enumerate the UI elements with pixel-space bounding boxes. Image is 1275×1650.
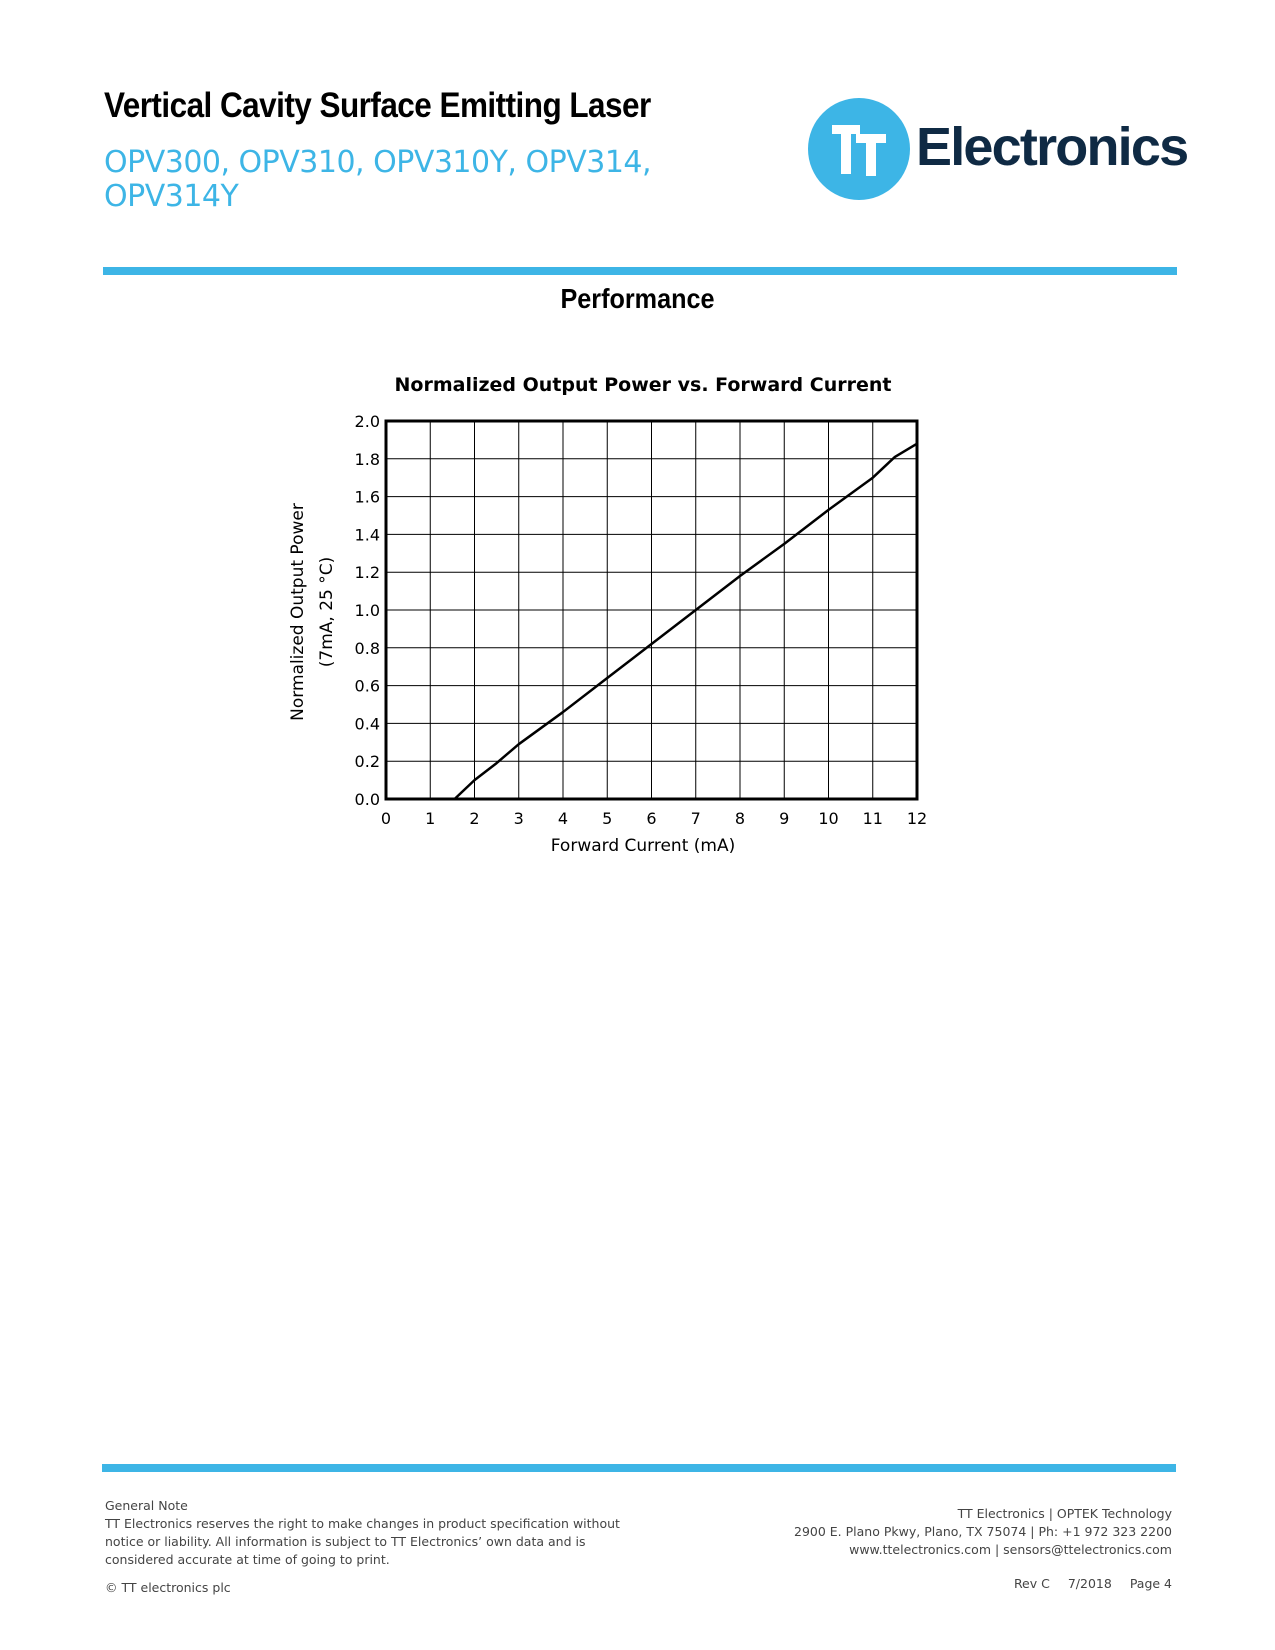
x-tick-label: 9 bbox=[779, 809, 790, 828]
y-tick-label: 1.2 bbox=[354, 563, 380, 583]
section-heading: Performance bbox=[560, 283, 715, 314]
x-tick-label: 8 bbox=[734, 809, 746, 828]
copyright: © TT electronics plc bbox=[105, 1580, 231, 1595]
part-numbers-subtitle: OPV300, OPV310, OPV310Y, OPV314, OPV314Y bbox=[104, 145, 652, 214]
revision-date: 7/2018 bbox=[1067, 1576, 1112, 1591]
y-tick-label: 1.6 bbox=[354, 487, 380, 507]
x-tick-label: 5 bbox=[602, 809, 613, 828]
y-axis-label-line1: Normalized Output Power bbox=[288, 503, 308, 721]
chart-title: Normalized Output Power vs. Forward Current bbox=[394, 374, 892, 396]
x-tick-label: 11 bbox=[862, 809, 883, 828]
x-tick-label: 7 bbox=[690, 809, 701, 828]
y-tick-label: 1.0 bbox=[354, 601, 380, 620]
revision-line bbox=[652, 1575, 1172, 1593]
company-line: TT Electronics | OPTEK Technology bbox=[957, 1506, 1172, 1521]
y-tick-label: 2.0 bbox=[354, 412, 380, 431]
y-tick-label: 1.4 bbox=[354, 525, 380, 545]
y-tick-label: 0.8 bbox=[354, 638, 380, 658]
footer-divider bbox=[102, 1464, 1176, 1472]
page-number: Page 4 bbox=[1129, 1576, 1172, 1591]
address-line: 2900 E. Plano Pkwy, Plano, TX 75074 | Ph: +1 972 323 2200 bbox=[794, 1524, 1172, 1539]
chart-grid bbox=[386, 421, 917, 799]
x-tick-label: 4 bbox=[557, 809, 569, 828]
x-tick-label: 12 bbox=[906, 809, 928, 828]
x-tick-label: 2 bbox=[469, 809, 480, 828]
x-tick-label: 0 bbox=[380, 809, 392, 828]
x-tick-label: 3 bbox=[513, 809, 524, 828]
footer-general-note bbox=[105, 1497, 625, 1597]
y-tick-label: 0.0 bbox=[354, 790, 380, 809]
x-tick-label: 1 bbox=[425, 809, 436, 828]
x-axis-label: Forward Current (mA) bbox=[550, 836, 736, 856]
y-tick-label: 0.4 bbox=[354, 714, 380, 734]
x-tick-label: 10 bbox=[818, 809, 839, 828]
y-tick-label: 1.8 bbox=[354, 449, 380, 469]
y-axis-label-line2: (7mA, 25 °C) bbox=[317, 556, 337, 668]
chart-axes bbox=[355, 412, 928, 828]
x-tick-label: 6 bbox=[646, 809, 657, 828]
document-title: Vertical Cavity Surface Emitting Laser bbox=[104, 86, 651, 125]
logo-wordmark: Electronics bbox=[916, 117, 1188, 177]
note-line: considered accurate at time of going to print. bbox=[105, 1552, 390, 1567]
web-contact-line: www.ttelectronics.com | sensors@ttelectronics.com bbox=[849, 1542, 1172, 1557]
y-tick-label: 0.6 bbox=[354, 676, 380, 696]
note-heading: General Note bbox=[105, 1498, 188, 1513]
note-line: TT Electronics reserves the right to make changes in product specification without bbox=[105, 1516, 620, 1531]
footer-contact bbox=[652, 1505, 1172, 1593]
y-tick-label: 0.2 bbox=[354, 752, 380, 772]
note-line: notice or liability. All information is subject to TT Electronics’ own data and is bbox=[105, 1534, 586, 1549]
revision: Rev C bbox=[1013, 1576, 1050, 1591]
